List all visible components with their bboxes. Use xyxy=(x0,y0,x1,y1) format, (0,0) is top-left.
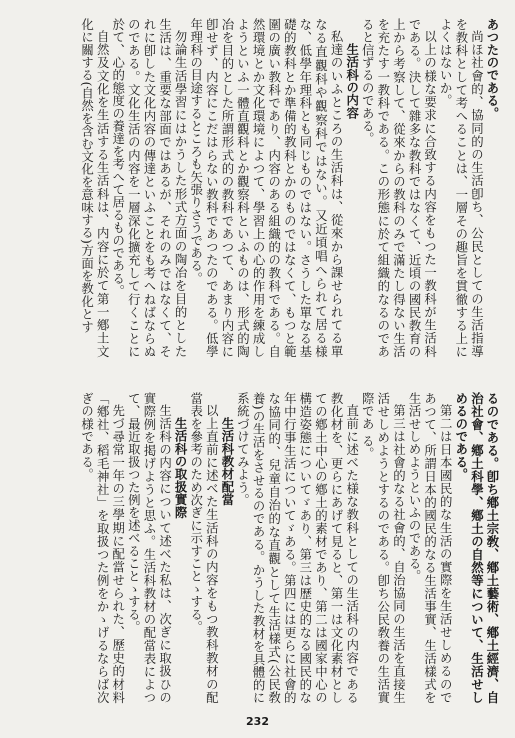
lower-paragraph: 以上直前に述べた生活科の内容をもつ教科教材の配當表を參考のため次ぎに示すことゝする。 xyxy=(188,392,220,704)
lower-paragraph: 先づ尋常一年の三學期に配當せられた、歷史的材料「鄕社、稻毛神社」を取扱つた例をかゝげるならば次ぎの様である。 xyxy=(79,392,126,704)
lower-intro: るのである。卽ち鄕土宗敎、鄕土藝術、鄕土經濟、自治社會、鄕土科學、鄕土の自然等について、生活せしめるのである。 xyxy=(453,392,500,704)
lower-paragraph: 直前に述べた様な教科としての生活科の内容である教化材を、更らにあげて見ると、第一は文化素材としての鄕土中心の鄕土的素材であり、第二は國家中心の構造姿態についてゞあり、第三は歷史的なる國民的な年中行事生活についてゞある。第四には更らに社會的な協同的、兒童自治的な直觀として生活樣式(公民敎養)の生活をさせるのである。かうした教材を具體的に系統づけてみよう。 xyxy=(235,392,360,704)
upper-paragraph: 自然及文化を生活する生活科は、内容に於て第一鄕土文化に關する(自然を含む文化を意味する)方面を教化とす xyxy=(79,18,111,358)
section-heading-allocation: 生活科教材配當 xyxy=(219,416,235,506)
lower-paragraph: 第三は社會的なる社會的、自治協同の生活を直接生活せしめようとするのである。卽ち公民敎養の生活實際であ る。 xyxy=(360,392,407,704)
upper-paragraph: 尚ほ社會的、協同的の生活卽ち、公民としての生活指導を教科として考へることは、一層その趣旨を貫徹する上によくはないか。 xyxy=(438,18,485,358)
upper-text-column xyxy=(22,18,500,358)
lower-text-column xyxy=(22,392,500,704)
lower-paragraph: 生活科の内容について述べた私は、次ぎに取扱ひの實際例を掲げようと思ふ。生活科教材の配當表によつて、最近取扱つた例を述べることゝする。 xyxy=(126,392,173,704)
section-heading-content: 生活科の内容 xyxy=(344,42,360,119)
upper-paragraph: 私達のいふところの生活科は、從來から課せられてる單なる直觀科や觀察科ではない。又近頃唱へられて居る様な、低學年理科とも同じものではない。さうした單なる基礎的教科とか準備的教科とかのものではなくて、もつと範圍の廣い教科であり、内容のある組織的の教科である。自然環境とか文化環境によつて、學習上の心的作用を練成しようといふ一體直觀科とか觀察科といふものは、形式的陶冶を目的とした所謂形式的の教科であつて、あまり内容に卽せず、内容にこだはらない教科であつたのである。低學年理科の目途するところも矢張りさうである。 xyxy=(188,18,345,358)
section-heading-practice: 生活科の取扱實際 xyxy=(173,416,189,519)
upper-intro: あつたのである。 xyxy=(485,18,500,120)
lower-paragraph: 第二は日本國民的な生活の實際を生活せしめるのであつて、所謂日本的國民的なる生活事實、生活樣式を生活せしめようといふのである。 xyxy=(407,392,454,704)
page-number: 232 xyxy=(246,715,269,728)
upper-paragraph: 以上の様な要求に合致する内容をもつた一教科が生活科である。決して雜多な教科ではなくて、近頃の國民教育の上から考察して、從來からの教科のみで滿たし得ない生活を充たす一教科である。この形態に於て組織的なるのであると信ずるのである。 xyxy=(360,18,438,358)
upper-paragraph: 勿論生活學習にはかうした形式方面の陶冶を目的とした生活は、重要な部面ではあるが、それのみではなくて、それに卽した文化内容の傳達といふことをも考へねばならぬのである。文化生活の内容を一層深化擴充して行くことに於て、心的態度の養達を考へて居るものである。 xyxy=(110,18,189,358)
